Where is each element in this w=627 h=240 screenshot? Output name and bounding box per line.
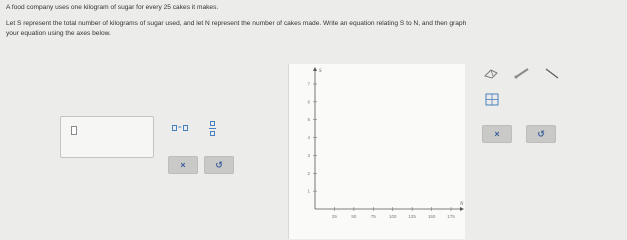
line-icon [543, 67, 561, 79]
box-icon [183, 125, 188, 131]
answer-clear-button[interactable] [168, 156, 198, 174]
x-axis-arrow [460, 207, 464, 211]
graph-line-tool[interactable] [542, 66, 562, 80]
graph-undo-button[interactable] [526, 125, 556, 143]
undo-icon: ↺ [537, 128, 545, 139]
graph-point-line-tool[interactable] [512, 66, 532, 80]
undo-icon: ↺ [215, 159, 223, 170]
denominator-box-icon [210, 131, 215, 136]
graph-eraser-tool[interactable] [482, 66, 502, 80]
graph-clear-button[interactable] [482, 125, 512, 143]
y-tick-label-6: 6 [307, 99, 310, 105]
pen-icon [513, 67, 531, 79]
graph-table-tool[interactable] [482, 92, 502, 106]
fraction-tool[interactable] [208, 121, 216, 136]
y-tick-label-4: 4 [307, 135, 310, 141]
y-axis-arrow [313, 67, 317, 71]
y-tick-label-1: 1 [307, 188, 310, 194]
x-icon: × [180, 160, 186, 170]
equation-template-tool[interactable] [172, 125, 188, 131]
question-line-2-text: Let S represent the total number of kilograms of sugar used, and let N represent the number of cakes made. Write an equation relating S to N, and then graph [6, 20, 467, 28]
x-tick-label-150: 150 [427, 214, 436, 219]
y-tick-label-3: 3 [307, 152, 310, 158]
input-cursor [71, 126, 77, 135]
question-line-3-text: your equation using the axes below. [6, 30, 111, 38]
y-tick-label-5: 5 [307, 117, 310, 123]
y-tick-label-2: 2 [307, 170, 310, 176]
x-tick-label-75: 75 [370, 214, 376, 219]
eraser-icon [483, 67, 501, 79]
fraction-bar-icon [209, 128, 216, 129]
x-tick-label-25: 25 [331, 214, 337, 219]
x-tick-label-125: 125 [408, 214, 416, 219]
question-line-2 [6, 19, 618, 39]
x-tick-label-175: 175 [447, 214, 455, 219]
table-icon [485, 93, 499, 106]
equals-sign: = [178, 125, 182, 131]
graph-canvas[interactable] [288, 64, 465, 239]
numerator-box-icon [210, 121, 215, 126]
x-tick-label-50: 50 [351, 214, 357, 219]
graph-svg[interactable] [289, 64, 466, 239]
box-icon [172, 125, 177, 131]
x-tick-label-100: 100 [388, 214, 397, 219]
equation-answer-input[interactable] [60, 116, 154, 158]
y-axis-label: S [319, 69, 322, 74]
answer-undo-button[interactable] [204, 156, 234, 174]
x-icon: × [494, 129, 500, 139]
question-text [6, 3, 618, 46]
y-tick-label-7: 7 [307, 81, 310, 87]
x-axis-label: N [460, 202, 464, 207]
question-line-1: A food company uses one kilogram of sugar for every 25 cakes it makes. [6, 4, 219, 11]
